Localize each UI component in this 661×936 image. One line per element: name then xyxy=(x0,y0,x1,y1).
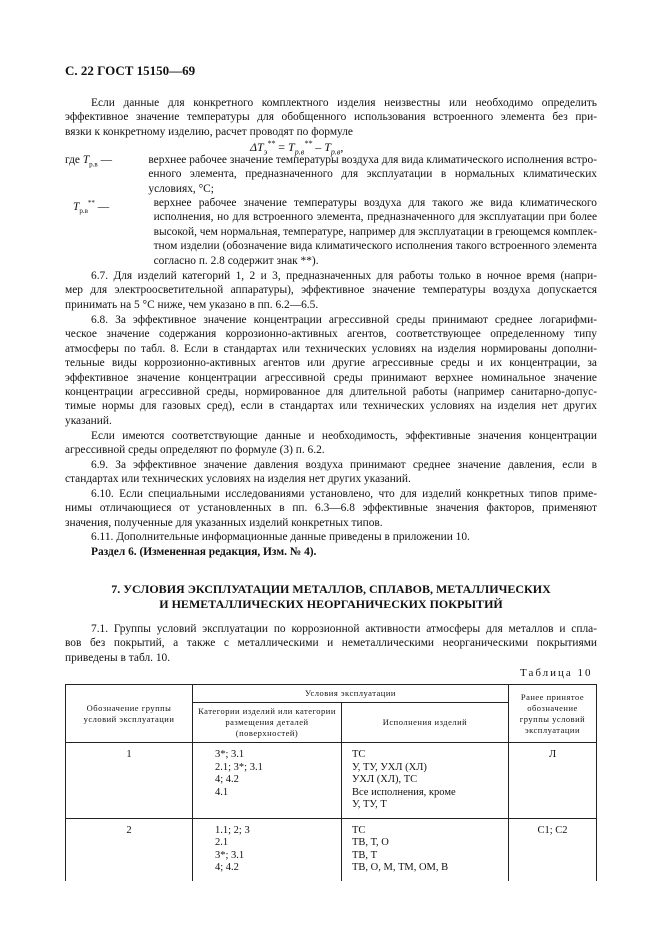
formula-sup: ** xyxy=(267,139,276,148)
text-line: концентрации агрессивной среды, нормированное для длительной работы (например санитарно-допус- xyxy=(65,386,597,399)
text-line: ческое значение содержания коррозионно-активных агентов, соответствующее определенному типу xyxy=(65,328,597,341)
text-line: 7.1. Группы условий эксплуатации по коррозионной активности атмосферы для металлов и спла- xyxy=(91,623,597,635)
definition-term: $T_{р.в}^{**}$ — xyxy=(73,199,110,216)
formula-part: = xyxy=(275,140,289,154)
text-line: нимы отличающиеся от установленных в пп. 6.3—6.8 эффективные значения факторов, применяют xyxy=(65,502,597,515)
header-categories: Категории изделий или категории размещения деталей (поверхностей) xyxy=(193,703,342,743)
text-line: вов без покрытий, а также с металлическими и неметаллическими неорганическими покрытиями xyxy=(65,637,597,650)
intro-paragraph xyxy=(65,96,597,139)
paragraph-6-9 xyxy=(65,458,597,487)
header-group-designation: Обозначение группы условий эксплуатации xyxy=(66,685,193,743)
header-versions: Исполнения изделий xyxy=(342,703,509,743)
paragraph-7-1 xyxy=(65,622,597,665)
text-line: указаний. xyxy=(65,414,112,427)
text-line: Раздел 6. (Измененная редакция, Изм. № 4). xyxy=(91,546,317,558)
formula-part: T xyxy=(288,140,295,154)
definition-1 xyxy=(65,153,597,196)
table-10 xyxy=(65,684,597,881)
formula-sub: р.в xyxy=(330,147,341,157)
formula-part: T xyxy=(257,140,264,154)
definition-body: верхнее рабочее значение температуры воздуха для вида климатического исполнения встро- енного элемента, предназначенного для эксплуатации в нормальных климатических условиях, °С; xyxy=(148,154,597,195)
text-line: 6.11. Дополнительные информационные данные приведены в приложении 10. xyxy=(91,531,470,543)
definition-body: верхнее рабочее значение температуры воздуха для такого же вида климатического исполнения, но для встроенного элемента, предназначенного для эксплуатации при более высокой, чем нормальная, температуре, например для эксплуатации в греющемся комплек- тном изделии (обозначение вида климатического исполнения такого встроенного элемента согласно п. 2.8 содержит знак **). xyxy=(153,197,597,267)
text-line: эффективное значение температуры для обобщенного использования встроенного элемента без при- xyxy=(65,111,597,124)
text-line: Если имеются соответствующие данные и необходимость, эффективные значения концентрации xyxy=(91,430,597,442)
paragraph-6-10 xyxy=(65,487,597,530)
header-former-designation: Ранее принятое обозначение группы условий эксплуатации xyxy=(509,685,597,743)
title-line: 7. УСЛОВИЯ ЭКСПЛУАТАЦИИ МЕТАЛЛОВ, СПЛАВОВ, МЕТАЛЛИЧЕСКИХ xyxy=(111,582,551,596)
cell-versions: ТС ТВ, Т, О ТВ, Т ТВ, О, М, ТМ, ОМ, В xyxy=(342,818,509,881)
header-operating-conditions: Условия эксплуатации xyxy=(193,685,509,703)
formula-sub: р.в xyxy=(294,147,305,157)
text-line: тельные виды коррозионно-активных агентов или другие агрессивные среды и их концентрации, за xyxy=(65,357,597,370)
section-6-note xyxy=(65,545,597,559)
table-row xyxy=(66,743,597,819)
text-line: приведены в табл. 10. xyxy=(65,651,171,664)
formula-sub: э xyxy=(263,147,268,157)
formula-sup: ** xyxy=(304,139,313,148)
cell-group: 2 xyxy=(66,818,193,881)
text-line: Если данные для конкретного комплектного изделия неизвестны или необходимо определить xyxy=(91,97,597,109)
table-row xyxy=(66,818,597,881)
text-line: эффективное значение концентрации агрессивной среды принимают верхнее номинальное значение xyxy=(65,371,597,384)
section-7-title xyxy=(65,582,597,612)
definition-term: где $T_{р.в}$ — xyxy=(65,154,112,169)
paragraph-6-11 xyxy=(65,530,597,544)
text-line: вязки к конкретному изделию, расчет проводят по формуле xyxy=(65,125,353,138)
formula-part: T xyxy=(324,140,331,154)
definition-2 xyxy=(65,196,597,268)
page-header: С. 22 ГОСТ 15150—69 xyxy=(65,63,196,78)
text-line: принимать на 5 °С ниже, чем указано в пп. 6.2—6.5. xyxy=(65,298,319,311)
formula-part: , xyxy=(340,140,344,154)
text-line: мер для электроосветительной аппаратуры), эффективное значение температуры воздуха допускается xyxy=(65,284,597,297)
paragraph-6-8-cont xyxy=(65,429,597,458)
formula-part: – xyxy=(312,140,325,154)
cell-categories: 1.1; 2; 3 2.1 3*; 3.1 4; 4.2 xyxy=(193,818,342,881)
text-line: значения, полученные для указанных изделий конкретных типов. xyxy=(65,516,383,529)
cell-former: С1; С2 xyxy=(509,818,597,881)
paragraph-6-7 xyxy=(65,269,597,312)
text-line: атмосферы по табл. 8. Если в стандартах или технических условиях на изделия нормированы дополни- xyxy=(65,342,597,355)
paragraph-6-8 xyxy=(65,313,597,428)
text-line: агрессивной среды определяют по формуле (3) п. 6.2. xyxy=(65,444,325,457)
cell-categories: 3*; 3.1 2.1; 3*; 3.1 4; 4.2 4.1 xyxy=(193,743,342,819)
formula-part: Δ xyxy=(250,140,258,154)
table-caption: Таблица 10 xyxy=(520,667,593,679)
cell-versions: ТС У, ТУ, УХЛ (ХЛ) УХЛ (ХЛ), ТС Все исполнения, кроме У, ТУ, Т xyxy=(342,743,509,819)
text-line: стандартах или технических условиях на изделия нет других указаний. xyxy=(65,473,411,486)
text-line: 6.9. За эффективное значение давления воздуха принимают среднее значение давления, если в xyxy=(91,459,597,471)
text-line: тимые нормы для газовых сред), если в стандартах или технических условиях на изделия нет других xyxy=(65,400,597,413)
cell-former: Л xyxy=(509,743,597,819)
text-line: 6.10. Если специальными исследованиями установлено, что для изделий конкретных типов приме- xyxy=(91,488,597,500)
cell-group: 1 xyxy=(66,743,193,819)
title-line: И НЕМЕТАЛЛИЧЕСКИХ НЕОРГАНИЧЕСКИХ ПОКРЫТИЙ xyxy=(159,597,503,611)
text-line: 6.8. За эффективное значение концентрации агрессивной среды принимают среднее логарифми- xyxy=(91,314,597,326)
text-line: 6.7. Для изделий категорий 1, 2 и 3, предназначенных для работы только в ночное время (напри- xyxy=(91,270,597,282)
